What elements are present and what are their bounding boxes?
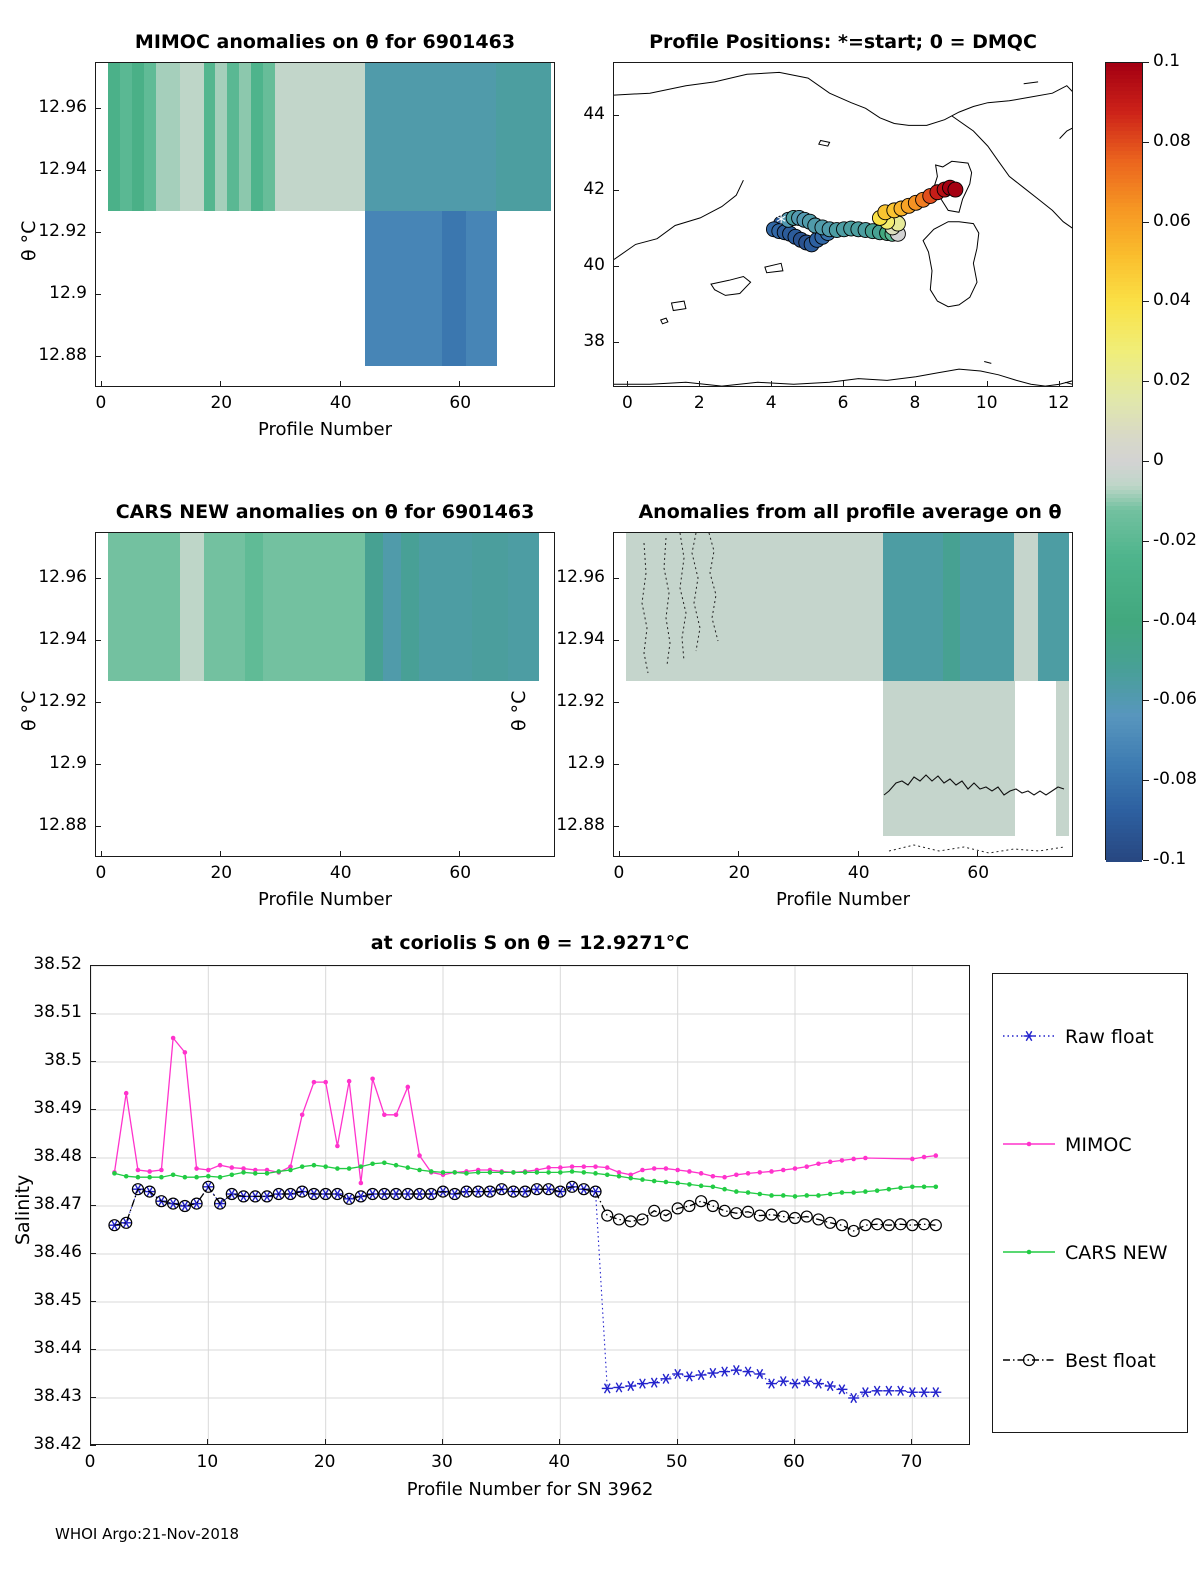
cars-cell xyxy=(180,533,204,681)
x-tick-label: 60 xyxy=(967,863,990,883)
mimoc-cell xyxy=(275,63,365,211)
salinity-legend xyxy=(992,973,1188,1433)
mimoc-xlabel: Profile Number xyxy=(258,419,392,440)
x-tick xyxy=(442,1439,443,1445)
x-tick xyxy=(559,1439,560,1445)
colorbar-tick xyxy=(1143,780,1149,781)
x-tick-label: 40 xyxy=(847,863,870,883)
x-tick-label: 60 xyxy=(449,863,472,883)
mimoc-cell xyxy=(466,211,496,366)
salinity-title: at coriolis S on θ = 12.9271°C xyxy=(370,932,690,954)
x-tick xyxy=(699,381,700,387)
y-tick xyxy=(90,1157,96,1158)
y-tick xyxy=(90,1061,96,1062)
x-tick-label: 10 xyxy=(196,1452,219,1472)
x-tick-label: 60 xyxy=(783,1452,805,1472)
y-tick-label: 12.88 xyxy=(38,815,87,836)
mimoc-cell xyxy=(365,63,497,211)
y-tick-label: 38.42 xyxy=(33,1434,82,1454)
mimoc-cell xyxy=(156,63,180,211)
cars-title: CARS NEW anomalies on θ for 6901463 xyxy=(115,501,535,523)
y-tick xyxy=(613,190,619,191)
mimoc-cell xyxy=(442,211,466,366)
salinity-ylabel: Salinity xyxy=(12,1174,34,1245)
y-tick xyxy=(90,1253,96,1254)
x-tick-label: 20 xyxy=(210,863,233,883)
x-tick-label: 0 xyxy=(621,393,633,413)
x-tick xyxy=(794,1439,795,1445)
y-tick-label: 12.88 xyxy=(556,815,605,836)
y-tick-label: 12.9 xyxy=(49,753,87,774)
legend-label: Raw float xyxy=(1065,1026,1154,1048)
colorbar-tick xyxy=(1143,301,1149,302)
mimoc-cell xyxy=(365,211,443,366)
y-tick-label: 12.88 xyxy=(38,345,87,366)
x-tick-label: 70 xyxy=(900,1452,923,1472)
figure-footer: WHOI Argo:21-Nov-2018 xyxy=(55,1525,239,1543)
y-tick-label: 40 xyxy=(583,255,605,276)
x-tick xyxy=(915,381,916,387)
colorbar-tick xyxy=(1143,860,1149,861)
x-tick xyxy=(911,1439,912,1445)
y-tick xyxy=(90,1349,96,1350)
y-tick xyxy=(95,826,101,827)
colorbar-tick xyxy=(1143,142,1149,143)
x-tick xyxy=(220,851,221,857)
start-marker: * xyxy=(776,210,787,235)
colorbar-tick-label: -0.06 xyxy=(1153,689,1197,710)
contour-overlay xyxy=(614,533,1073,857)
x-tick-label: 2 xyxy=(693,393,705,413)
cars-cell xyxy=(401,533,420,681)
profile-position-marker xyxy=(948,182,963,197)
x-tick xyxy=(340,851,341,857)
cars-axes xyxy=(95,532,555,857)
mimoc-cell xyxy=(204,63,217,211)
x-tick xyxy=(459,381,460,387)
colorbar-tick xyxy=(1143,700,1149,701)
colorbar-tick-label: 0.02 xyxy=(1153,370,1191,391)
colorbar-tick-label: 0 xyxy=(1153,450,1164,470)
x-tick xyxy=(220,381,221,387)
y-tick-label: 38.45 xyxy=(33,1290,82,1310)
x-tick-label: 4 xyxy=(765,393,777,413)
colorbar-tick-label: -0.1 xyxy=(1153,849,1187,869)
x-tick xyxy=(340,381,341,387)
mimoc-ylabel: θ °C xyxy=(18,220,40,261)
cars-cell xyxy=(263,533,365,681)
x-tick xyxy=(101,851,102,857)
y-tick-label: 38.44 xyxy=(33,1338,82,1358)
y-tick xyxy=(90,1397,96,1398)
x-tick-label: 30 xyxy=(431,1452,453,1472)
x-tick xyxy=(101,381,102,387)
salinity-axes xyxy=(90,965,970,1445)
cars-cell xyxy=(383,533,402,681)
x-tick-label: 6 xyxy=(837,393,849,413)
y-tick-label: 12.96 xyxy=(556,567,605,588)
colorbar-tick-label: -0.04 xyxy=(1153,609,1197,630)
y-tick xyxy=(90,1205,96,1206)
mimoc-cell xyxy=(132,63,145,211)
y-tick-label: 12.9 xyxy=(49,283,87,304)
colorbar-segment xyxy=(1106,857,1142,862)
mimoc-cell xyxy=(263,63,276,211)
mimoc-cell xyxy=(144,63,157,211)
colorbar-tick xyxy=(1143,381,1149,382)
y-tick xyxy=(95,294,101,295)
legend-label: MIMOC xyxy=(1065,1134,1132,1156)
x-tick-label: 20 xyxy=(728,863,751,883)
cars-cell xyxy=(472,533,508,681)
cars-ylabel: θ °C xyxy=(18,690,40,731)
y-tick-label: 12.94 xyxy=(38,629,87,650)
positions-axes xyxy=(613,62,1073,387)
x-tick-label: 0 xyxy=(95,863,107,883)
salinity-xlabel: Profile Number for SN 3962 xyxy=(406,1479,654,1500)
colorbar-tick xyxy=(1143,222,1149,223)
x-tick xyxy=(738,851,739,857)
y-tick xyxy=(90,1109,96,1110)
mimoc-cell xyxy=(120,63,133,211)
x-tick-label: 0 xyxy=(95,393,107,413)
cars-cell xyxy=(419,533,473,681)
x-tick-label: 50 xyxy=(665,1452,688,1472)
x-tick-label: 40 xyxy=(329,863,352,883)
x-tick xyxy=(858,851,859,857)
mimoc-cell xyxy=(251,63,264,211)
y-tick xyxy=(95,170,101,171)
y-tick xyxy=(95,640,101,641)
y-tick-label: 12.9 xyxy=(567,753,605,774)
y-tick-label: 38.51 xyxy=(33,1002,82,1022)
y-tick xyxy=(90,965,96,966)
colorbar-tick-label: 0.04 xyxy=(1153,290,1191,311)
colorbar-tick-label: 0.1 xyxy=(1153,51,1181,71)
colorbar-tick xyxy=(1143,461,1149,462)
colorbar-tick xyxy=(1143,541,1149,542)
x-tick-label: 60 xyxy=(449,393,472,413)
colorbar xyxy=(1105,62,1143,860)
y-tick xyxy=(95,702,101,703)
salinity-plot xyxy=(91,966,970,1445)
x-tick xyxy=(677,1439,678,1445)
y-tick xyxy=(613,115,619,116)
allprof-title: Anomalies from all profile average on θ xyxy=(638,501,1062,523)
allprof-axes xyxy=(613,532,1073,857)
cars-cell xyxy=(204,533,246,681)
y-tick-label: 38.52 xyxy=(33,954,82,974)
y-tick xyxy=(613,342,619,343)
allprof-ylabel: θ °C xyxy=(508,690,530,731)
y-tick xyxy=(613,826,619,827)
y-tick xyxy=(613,764,619,765)
mimoc-cell xyxy=(108,63,121,211)
y-tick xyxy=(90,1301,96,1302)
x-tick xyxy=(843,381,844,387)
y-tick-label: 38 xyxy=(583,330,605,351)
y-tick-label: 38.49 xyxy=(33,1098,82,1118)
y-tick-label: 12.92 xyxy=(38,221,87,242)
colorbar-tick-label: 0.06 xyxy=(1153,210,1191,231)
y-tick-label: 12.96 xyxy=(38,97,87,118)
y-tick xyxy=(90,1013,96,1014)
mimoc-title: MIMOC anomalies on θ for 6901463 xyxy=(134,31,516,53)
y-tick-label: 12.94 xyxy=(38,159,87,180)
y-tick xyxy=(90,1445,96,1446)
x-tick xyxy=(1059,381,1060,387)
coastline-map xyxy=(614,63,1073,387)
cars-cell xyxy=(245,533,264,681)
x-tick-label: 8 xyxy=(909,393,921,413)
x-tick-label: 40 xyxy=(548,1452,571,1472)
x-tick-label: 0 xyxy=(613,863,625,883)
y-tick-label: 44 xyxy=(583,103,605,124)
x-tick xyxy=(627,381,628,387)
colorbar-tick xyxy=(1143,621,1149,622)
x-tick xyxy=(771,381,772,387)
x-tick-label: 10 xyxy=(975,393,998,413)
x-tick-label: 0 xyxy=(84,1452,96,1472)
y-tick xyxy=(95,356,101,357)
x-tick-label: 20 xyxy=(210,393,233,413)
colorbar-tick-label: -0.02 xyxy=(1153,529,1197,550)
cars-cell xyxy=(365,533,384,681)
y-tick xyxy=(613,266,619,267)
y-tick-label: 12.94 xyxy=(556,629,605,650)
y-tick xyxy=(95,764,101,765)
legend-label: CARS NEW xyxy=(1065,1242,1168,1264)
cars-cell xyxy=(108,533,180,681)
x-tick-label: 40 xyxy=(329,393,352,413)
x-tick-label: 12 xyxy=(1047,393,1070,413)
mimoc-cell xyxy=(239,63,252,211)
x-tick-label: 20 xyxy=(313,1452,336,1472)
cars-xlabel: Profile Number xyxy=(258,889,392,910)
y-tick-label: 38.43 xyxy=(33,1386,82,1406)
y-tick xyxy=(613,578,619,579)
y-tick-label: 12.92 xyxy=(38,691,87,712)
y-tick-label: 38.5 xyxy=(44,1050,82,1070)
y-tick-label: 38.47 xyxy=(33,1194,82,1214)
x-tick xyxy=(325,1439,326,1445)
y-tick-label: 12.96 xyxy=(38,567,87,588)
mimoc-axes xyxy=(95,62,555,387)
y-tick xyxy=(95,578,101,579)
mimoc-cell xyxy=(227,63,240,211)
y-tick xyxy=(95,232,101,233)
x-tick xyxy=(977,851,978,857)
mimoc-cell xyxy=(496,63,550,211)
legend-label: Best float xyxy=(1065,1350,1156,1372)
x-tick xyxy=(987,381,988,387)
mimoc-cell xyxy=(180,63,204,211)
y-tick-label: 42 xyxy=(583,179,605,200)
allprof-xlabel: Profile Number xyxy=(776,889,910,910)
positions-title: Profile Positions: *=start; 0 = DMQC xyxy=(649,31,1037,53)
y-tick xyxy=(613,640,619,641)
x-tick xyxy=(619,851,620,857)
y-tick-label: 38.46 xyxy=(33,1242,82,1262)
mimoc-cell xyxy=(215,63,228,211)
x-tick xyxy=(207,1439,208,1445)
x-tick xyxy=(459,851,460,857)
colorbar-tick-label: -0.08 xyxy=(1153,769,1197,790)
y-tick-label: 38.48 xyxy=(33,1146,82,1166)
y-tick-label: 12.92 xyxy=(556,691,605,712)
cars-cell xyxy=(508,533,538,681)
colorbar-tick-label: 0.08 xyxy=(1153,130,1191,151)
series-raw-float xyxy=(109,1182,941,1403)
colorbar-tick xyxy=(1143,62,1149,63)
y-tick xyxy=(95,108,101,109)
y-tick xyxy=(613,702,619,703)
